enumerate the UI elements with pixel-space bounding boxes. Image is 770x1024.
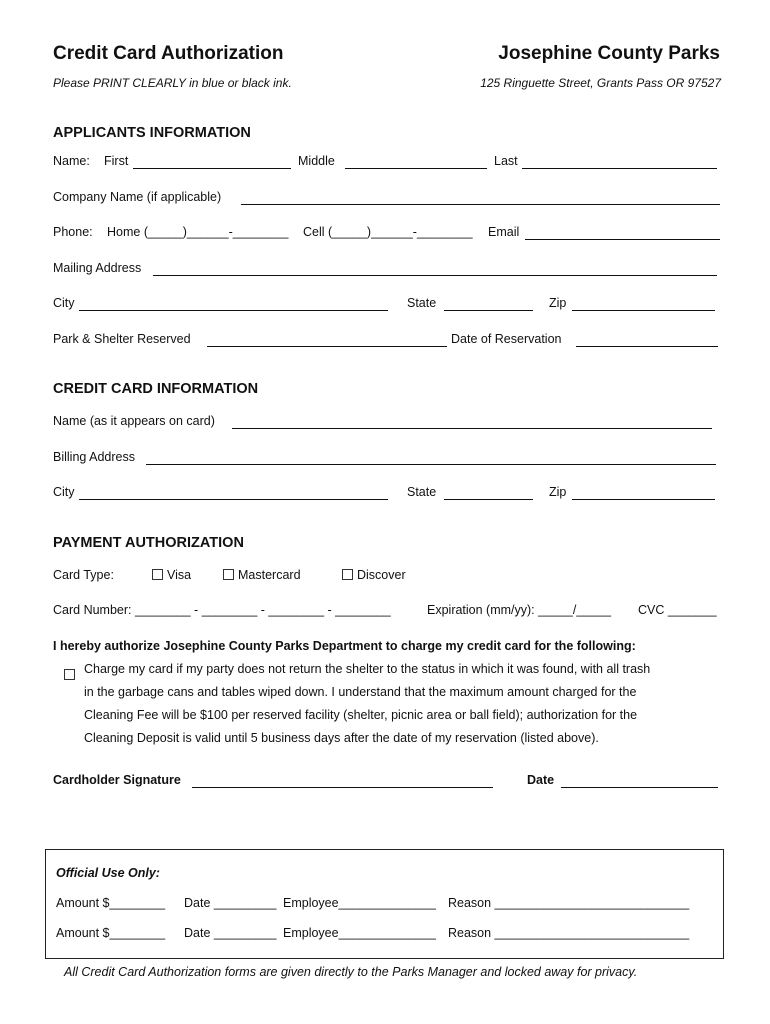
form-title: Credit Card Authorization — [53, 43, 284, 64]
official-date-field-1[interactable]: Date _________ — [184, 896, 277, 910]
official-employee-field-2[interactable]: Employee______________ — [283, 926, 436, 940]
last-name-label: Last — [494, 154, 518, 168]
middle-name-field[interactable] — [345, 168, 487, 169]
credit-card-heading: CREDIT CARD INFORMATION — [53, 381, 259, 397]
signature-field[interactable] — [192, 787, 493, 788]
checkbox-icon — [152, 569, 163, 580]
visa-label: Visa — [167, 568, 192, 582]
phone-label: Phone: — [53, 225, 93, 239]
official-amount-field-2[interactable]: Amount $________ — [56, 926, 166, 940]
official-amount-field-1[interactable]: Amount $________ — [56, 896, 166, 910]
checkbox-icon — [64, 669, 75, 680]
cardholder-name-field[interactable] — [232, 428, 712, 429]
email-label: Email — [488, 225, 520, 239]
zip-label: Zip — [549, 296, 567, 310]
cardholder-name-label: Name (as it appears on card) — [53, 414, 215, 428]
applicants-heading: APPLICANTS INFORMATION — [53, 125, 251, 141]
signature-date-field[interactable] — [561, 787, 718, 788]
authorize-statement: I hereby authorize Josephine County Parks Department to charge my credit card for the following: — [53, 639, 636, 653]
billing-address-label: Billing Address — [53, 450, 135, 464]
footer-note: All Credit Card Authorization forms are given directly to the Parks Manager and locked away for privacy. — [64, 965, 638, 979]
company-label: Company Name (if applicable) — [53, 190, 222, 204]
visa-checkbox[interactable] — [152, 568, 191, 582]
middle-name-label: Middle — [298, 154, 335, 168]
home-phone-field[interactable]: Home (_____)______-________ — [107, 225, 289, 239]
official-reason-field-1[interactable]: Reason ____________________________ — [448, 896, 690, 910]
date-of-reservation-label: Date of Reservation — [451, 332, 562, 346]
state-label: State — [407, 296, 437, 310]
billing-address-field[interactable] — [146, 464, 716, 465]
official-reason-field-2[interactable]: Reason ____________________________ — [448, 926, 690, 940]
payment-heading: PAYMENT AUTHORIZATION — [53, 535, 244, 551]
cvc-field[interactable]: CVC _______ — [638, 603, 717, 617]
name-label: Name: — [53, 154, 90, 168]
first-name-field[interactable] — [133, 168, 291, 169]
state-field[interactable] — [444, 310, 533, 311]
official-date-field-2[interactable]: Date _________ — [184, 926, 277, 940]
card-number-field[interactable]: Card Number: ________ - ________ - ________ - ________ — [53, 603, 391, 617]
billing-state-label: State — [407, 485, 437, 499]
park-shelter-field[interactable] — [207, 346, 447, 347]
mastercard-checkbox[interactable] — [223, 568, 301, 582]
cell-phone-field[interactable]: Cell (_____)______-________ — [303, 225, 473, 239]
mastercard-label: Mastercard — [238, 568, 301, 582]
mailing-address-label: Mailing Address — [53, 261, 142, 275]
charge-checkbox[interactable] — [64, 666, 79, 684]
discover-label: Discover — [357, 568, 406, 582]
date-of-reservation-field[interactable] — [576, 346, 718, 347]
billing-city-field[interactable] — [79, 499, 388, 500]
charge-line-4: Cleaning Deposit is valid until 5 business days after the date of my reservation (listed above). — [84, 731, 599, 745]
billing-state-field[interactable] — [444, 499, 533, 500]
checkbox-icon — [342, 569, 353, 580]
billing-zip-field[interactable] — [572, 499, 715, 500]
charge-paragraph — [84, 658, 650, 750]
official-employee-field-1[interactable]: Employee______________ — [283, 896, 436, 910]
charge-line-1: Charge my card if my party does not return the shelter to the status in which it was found, with all trash — [84, 662, 651, 676]
checkbox-icon — [223, 569, 234, 580]
last-name-field[interactable] — [522, 168, 717, 169]
charge-line-2: in the garbage cans and tables wiped down. I understand that the maximum amount charged for the — [84, 685, 637, 699]
first-name-label: First — [104, 154, 129, 168]
billing-city-label: City — [53, 485, 75, 499]
org-address: 125 Ringuette Street, Grants Pass OR 97527 — [480, 76, 721, 90]
expiration-field[interactable]: Expiration (mm/yy): _____/_____ — [427, 603, 612, 617]
billing-zip-label: Zip — [549, 485, 567, 499]
city-field[interactable] — [79, 310, 388, 311]
company-field[interactable] — [241, 204, 720, 205]
charge-line-3: Cleaning Fee will be $100 per reserved facility (shelter, picnic area or ball field); authorization for the — [84, 708, 638, 722]
signature-date-label: Date — [527, 773, 555, 787]
mailing-address-field[interactable] — [153, 275, 717, 276]
zip-field[interactable] — [572, 310, 715, 311]
official-use-heading: Official Use Only: — [56, 866, 160, 880]
discover-checkbox[interactable] — [342, 568, 406, 582]
print-instruction: Please PRINT CLEARLY in blue or black ink. — [53, 76, 292, 90]
org-name: Josephine County Parks — [498, 43, 720, 64]
card-type-label: Card Type: — [53, 568, 114, 582]
signature-label: Cardholder Signature — [53, 773, 181, 787]
park-shelter-label: Park & Shelter Reserved — [53, 332, 191, 346]
city-label: City — [53, 296, 75, 310]
email-field[interactable] — [525, 239, 720, 240]
